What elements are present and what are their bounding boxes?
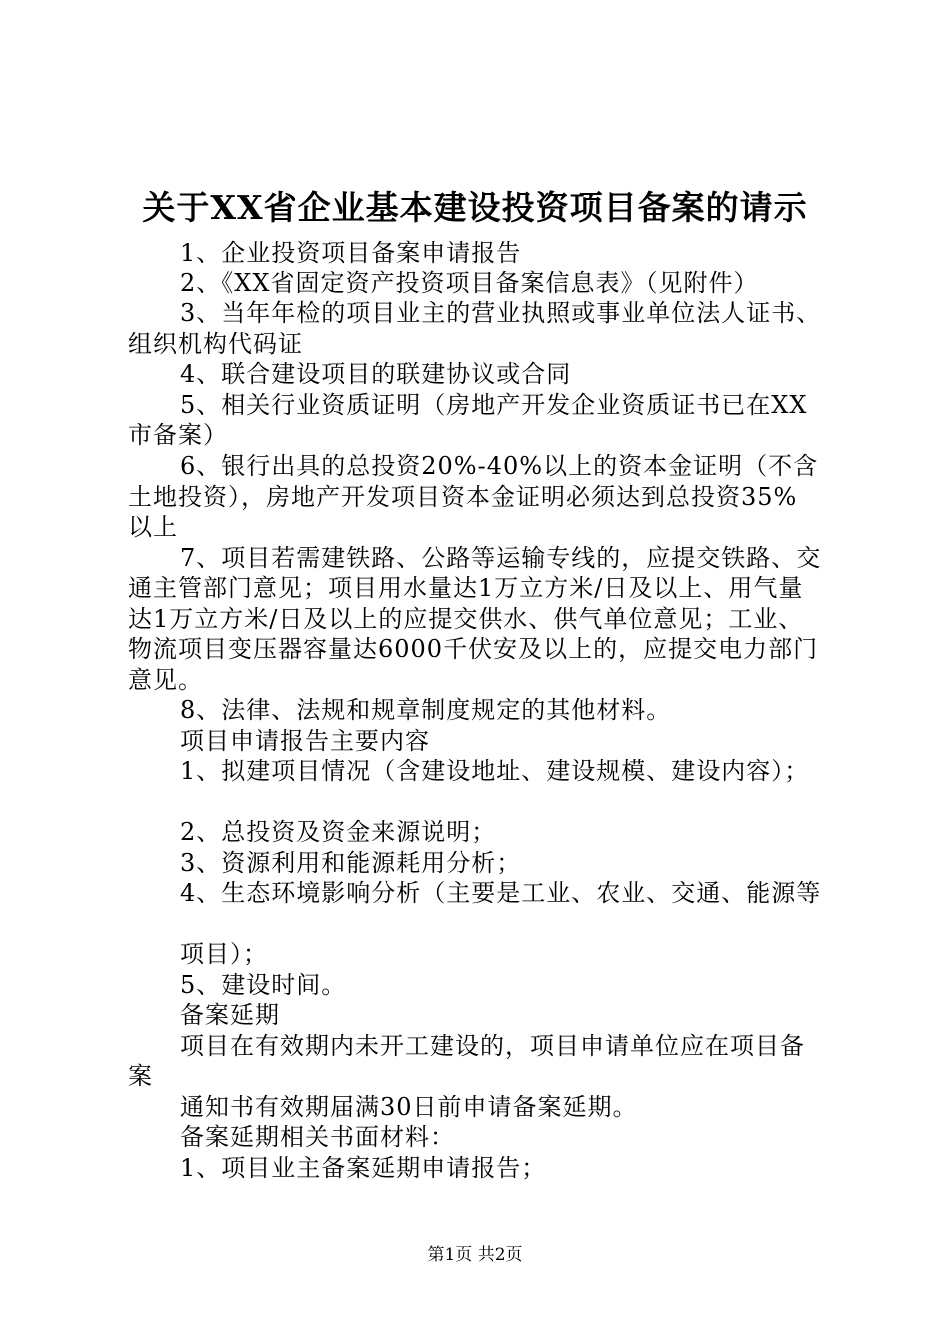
text-line: 4、生态环境影响分析（主要是工业、农业、交通、能源等 <box>180 879 822 907</box>
section-heading: 备案延期 <box>180 1001 280 1029</box>
text-line: 物流项目变压器容量达6000千伏安及以上的，应提交电力部门 <box>128 635 819 663</box>
page-footer: 第1页 共2页 <box>427 1245 523 1265</box>
text-line: 通知书有效期届满30日前申请备案延期。 <box>180 1093 638 1121</box>
text-line: 5、建设时间。 <box>180 971 347 999</box>
text-line: 意见。 <box>128 666 203 694</box>
text-line: 项目）； <box>180 940 268 968</box>
text-line: 5、相关行业资质证明（房地产开发企业资质证书已在XX <box>180 391 808 419</box>
text-line: 1、项目业主备案延期申请报告； <box>180 1154 547 1182</box>
text-line: 通主管部门意见；项目用水量达1万立方米/日及以上、用气量 <box>128 574 804 602</box>
text-line: 案 <box>128 1062 153 1090</box>
document-title: 关于XX省企业基本建设投资项目备案的请示 <box>142 188 808 227</box>
text-line: 1、拟建项目情况（含建设地址、建设规模、建设内容）； <box>180 757 810 785</box>
text-line: 6、银行出具的总投资20%-40%以上的资本金证明（不含 <box>180 452 819 480</box>
text-line: 市备案） <box>128 421 228 449</box>
text-line: 4、联合建设项目的联建协议或合同 <box>180 360 572 388</box>
text-line: 达1万立方米/日及以上的应提交供水、供气单位意见；工业、 <box>128 605 804 633</box>
text-line: 3、资源利用和能源耗用分析； <box>180 849 522 877</box>
text-line: 以上 <box>128 513 178 541</box>
text-line: 1、企业投资项目备案申请报告 <box>180 239 522 267</box>
text-line: 7、项目若需建铁路、公路等运输专线的，应提交铁路、交 <box>180 544 822 572</box>
text-line: 3、当年年检的项目业主的营业执照或事业单位法人证书、 <box>180 299 822 327</box>
section-heading: 项目申请报告主要内容 <box>180 727 430 755</box>
text-line: 备案延期相关书面材料： <box>180 1123 455 1151</box>
text-line: 项目在有效期内未开工建设的，项目申请单位应在项目备 <box>180 1032 805 1060</box>
text-line: 2、《XX省固定资产投资项目备案信息表》（见附件） <box>180 269 759 297</box>
text-line: 土地投资），房地产开发项目资本金证明必须达到总投资35% <box>128 483 798 511</box>
text-line: 8、法律、法规和规章制度规定的其他材料。 <box>180 696 672 724</box>
text-line: 组织机构代码证 <box>128 330 303 358</box>
text-line: 2、总投资及资金来源说明； <box>180 818 497 846</box>
